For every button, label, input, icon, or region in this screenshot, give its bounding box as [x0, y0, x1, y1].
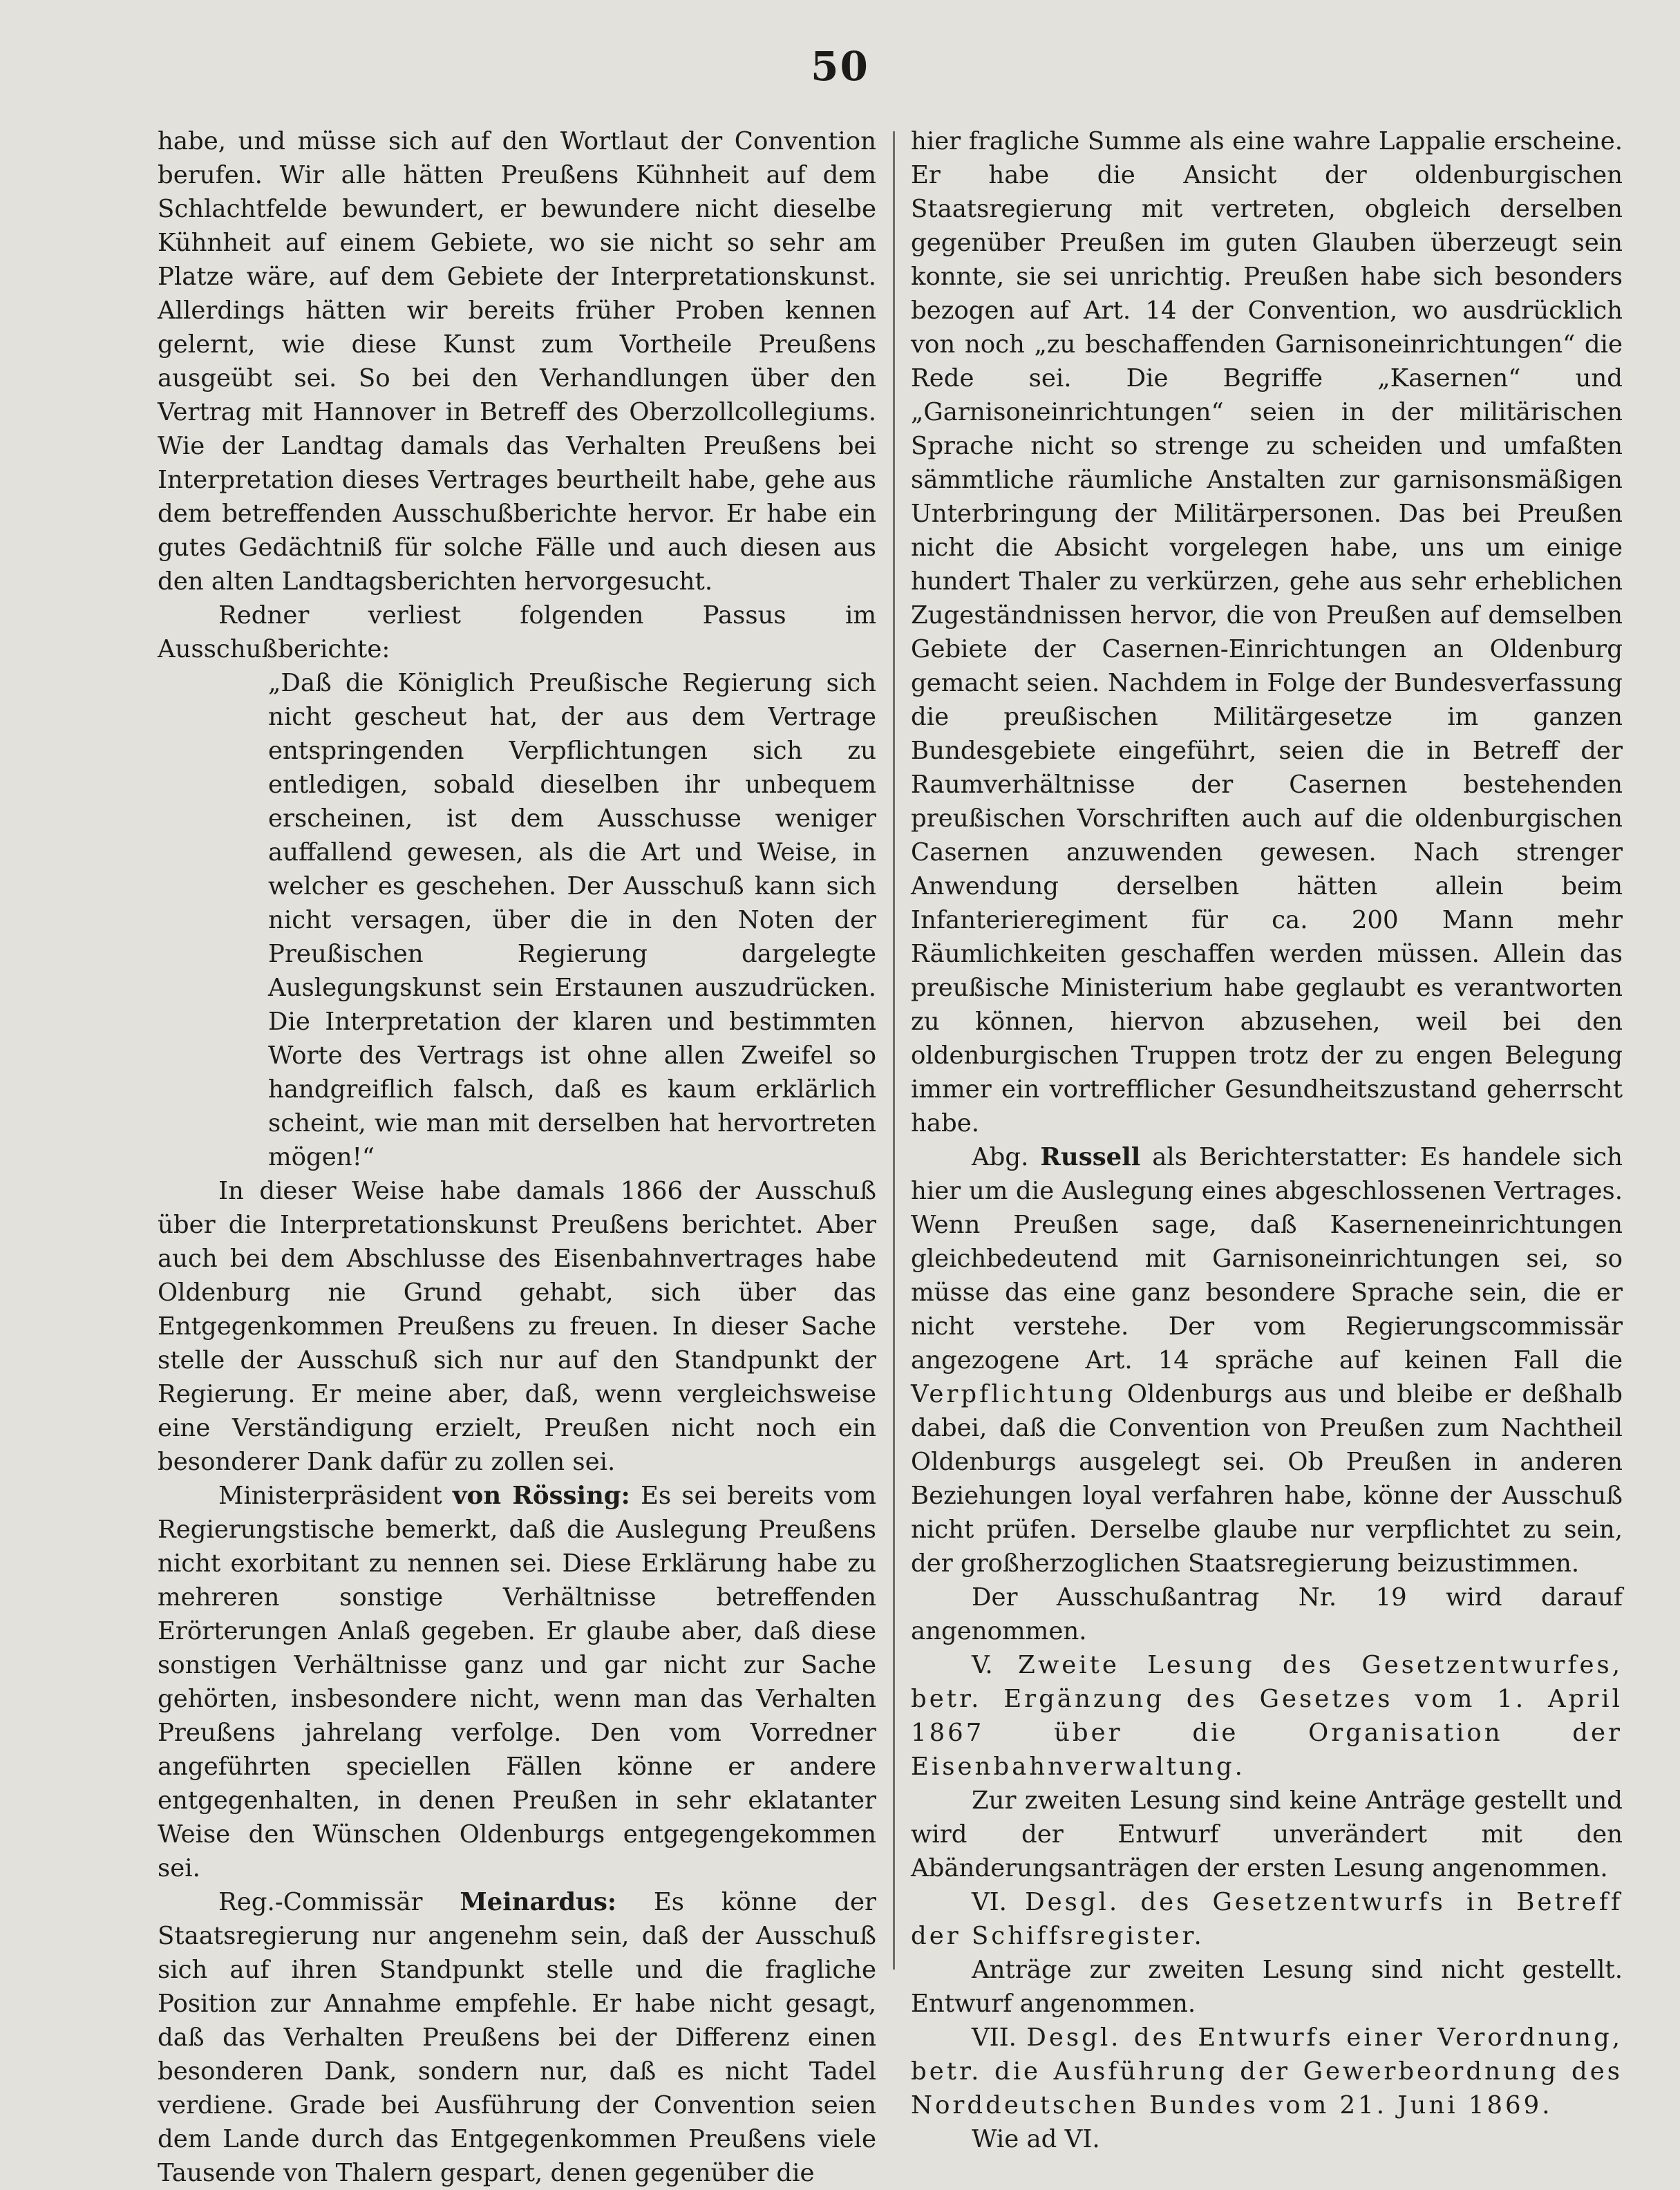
agenda-item	[911, 1648, 1623, 1784]
quoted-report-passage: „Daß die Königlich Preußische Regierung sich nicht gescheut hat, der aus dem Vertrage entspringenden Verpflichtungen sich zu entledigen, sobald dieselben ihr unbequem erscheinen, ist dem Ausschusse weniger auffallend gewesen, als die Art und Weise, in welcher es geschehen. Der Ausschuß kann sich nicht versagen, über die in den Noten der Preußischen Regierung dargelegte Auslegungskunst sein Erstaunen auszudrücken. Die Interpretation der klaren und bestimmten Worte des Vertrags ist ohne allen Zweifel so handgreiflich falsch, daß es kaum erklärlich scheint, wie man mit derselben hat hervortreten mögen!“	[268, 669, 876, 1171]
paragraph: In dieser Weise habe damals 1866 der Ausschuß über die Interpretationskunst Preußens berichtet. Aber auch bei dem Abschlusse des Eisenbahnvertrages habe Oldenburg nie Grund gehabt, sich über das Entgegenkommen Preußens zu freuen. In dieser Sache stelle der Ausschuß sich nur auf den Standpunkt der Regierung. Er meine aber, daß, wenn vergleichsweise eine Verständigung erzielt, Preußen nicht noch ein besonderer Dank dafür zu zollen sei.	[158, 1177, 876, 1476]
agenda-number: VI.	[972, 1888, 1007, 1916]
page-number: 50	[811, 43, 869, 90]
column-divider	[893, 131, 895, 1970]
speech-text: Es sei bereits vom Regierungstische bemerkt, daß die Auslegung Preußens nicht exorbitant zu nennen sei. Diese Erklärung habe zu mehreren sonstige Verhältnisse betreffenden Erörterungen Anlaß gegeben. Er glaube aber, daß diese sonstigen Verhältnisse ganz und gar nicht zur Sache gehörten, insbesondere nicht, wenn man das Verhalten Preußens jahrelang verfolge. Den vom Vorredner angeführten speciellen Fällen könne er andere entgegenhalten, in denen Preußen in sehr eklatanter Weise den Wünschen Oldenburgs entgegengekommen sei.	[158, 1482, 876, 1882]
agenda-item	[911, 2021, 1623, 2122]
agenda-item	[911, 1885, 1623, 1953]
speech-text: Oldenburgs aus und bleibe er deßhalb dabei, daß die Convention von Preußen zum Nachtheil Oldenburgs ausgelegt sei. Ob Preußen in anderen Beziehungen loyal verfahren habe, könne der Ausschuß nicht prüfen. Derselbe glaube nur verpflichtet zu sein, der großherzoglichen Staatsregierung beizustimmen.	[911, 1380, 1623, 1578]
agenda-title: Zweite Lesung des Gesetzentwurfes, betr. Ergänzung des Gesetzes vom 1. April 1867 über die Organisation der Eisenbahnverwaltung.	[911, 1651, 1623, 1781]
speaker-role: Reg.-Commissär	[218, 1888, 423, 1916]
paragraph: Redner verliest folgenden Passus im Ausschußberichte:	[158, 601, 876, 663]
emphasized-word: Verpflichtung	[911, 1380, 1116, 1408]
speech-paragraph	[158, 1479, 876, 1885]
left-column	[158, 124, 876, 2187]
speech-paragraph	[158, 1885, 876, 2190]
paragraph: Der Ausschußantrag Nr. 19 wird darauf angenommen.	[911, 1583, 1623, 1645]
paragraph: Wie ad VI.	[972, 2125, 1100, 2153]
speaker-name: von Rössing:	[452, 1482, 630, 1510]
speaker-function: als Berichterstatter:	[1152, 1143, 1408, 1171]
paragraph: Anträge zur zweiten Lesung sind nicht gestellt. Entwurf angenommen.	[911, 1956, 1623, 2018]
speaker-role: Ministerpräsident	[218, 1482, 442, 1510]
speaker-name: Russell	[1040, 1143, 1141, 1171]
paragraph: habe, und müsse sich auf den Wortlaut der Convention berufen. Wir alle hätten Preußens Kühnheit auf dem Schlachtfelde bewundert, er bewundere nicht dieselbe Kühnheit auf einem Gebiete, wo sie nicht so sehr am Platze wäre, auf dem Gebiete der Interpretationskunst. Allerdings hätten wir bereits früher Proben kennen gelernt, wie diese Kunst zum Vortheile Preußens ausgeübt sei. So bei den Verhandlungen über den Vertrag mit Hannover in Betreff des Oberzollcollegiums. Wie der Landtag damals das Verhalten Preußens bei Interpretation dieses Vertrages beurtheilt habe, gehe aus dem betreffenden Ausschußberichte hervor. Er habe ein gutes Gedächtniß für solche Fälle und auch diesen aus den alten Landtagsberichten hervorgesucht.	[158, 127, 876, 596]
speaker-role: Abg.	[972, 1143, 1029, 1171]
speech-text: Es handele sich hier um die Auslegung eines abgeschlossenen Vertrages. Wenn Preußen sage, daß Kaserneneinrichtungen gleichbedeutend mit Garnisoneinrichtungen sei, so müsse das eine ganz besondere Sprache sein, die er nicht verstehe. Der vom Regierungscommissär angezogene Art. 14 spräche auf keinen Fall die	[911, 1143, 1623, 1375]
agenda-number: V.	[972, 1651, 993, 1679]
speech-paragraph	[911, 1140, 1623, 1580]
paragraph: hier fragliche Summe als eine wahre Lappalie erscheine. Er habe die Ansicht der oldenburgischen Staatsregierung mit vertreten, obgleich derselben gegenüber Preußen im guten Glauben überzeugt sein konnte, sie sei unrichtig. Preußen habe sich besonders bezogen auf Art. 14 der Convention, wo ausdrücklich von noch „zu beschaffenden Garnisoneinrichtungen“ die Rede sei. Die Begriffe „Kasernen“ und „Garnisoneinrichtungen“ seien in der militärischen Sprache nicht so strenge zu scheiden und umfaßten sämmtliche räumliche Anstalten zur garnisonsmäßigen Unterbringung der Militärpersonen. Das bei Preußen nicht die Absicht vorgelegen habe, uns um einige hundert Thaler zu verkürzen, gehe aus sehr erheblichen Zugeständnissen hervor, die von Preußen auf demselben Gebiete der Casernen-Einrichtungen an Oldenburg gemacht seien. Nachdem in Folge der Bundesverfassung die preußischen Militärgesetze im ganzen Bundesgebiete eingeführt, seien die in Betreff der Raumverhältnisse der Casernen bestehenden preußischen Vorschriften auch auf die oldenburgischen Casernen anzuwenden gewesen. Nach strenger Anwendung derselben hätten allein beim Infanterieregiment für ca. 200 Mann mehr Räumlichkeiten geschaffen werden müssen. Allein das preußische Ministerium habe geglaubt es verantworten zu können, hiervon abzusehen, weil bei den oldenburgischen Truppen trotz der zu engen Belegung immer ein vortrefflicher Gesundheitszustand geherrscht habe.	[911, 127, 1623, 1138]
right-column	[911, 124, 1623, 2153]
speech-text: Es könne der Staatsregierung nur angenehm sein, daß der Ausschuß sich auf ihren Standpunkt stelle und die fragliche Position zur Annahme empfehle. Er habe nicht gesagt, daß das Verhalten Preußens bei der Differenz einen besonderen Dank, sondern nur, daß es nicht Tadel verdiene. Grade bei Ausführung der Convention seien dem Lande durch das Entgegenkommen Preußens viele Tausende von Thalern gespart, denen gegenüber die	[158, 1888, 876, 2187]
agenda-number: VII.	[972, 2023, 1017, 2052]
speaker-name: Meinardus:	[460, 1888, 616, 1916]
agenda-title: Desgl. des Entwurfs einer Verordnung, betr. die Ausführung der Gewerbeordnung des Norddeutschen Bundes vom 21. Juni 1869.	[911, 2023, 1623, 2120]
agenda-title: Desgl. des Gesetzentwurfs in Betreff der Schiffsregister.	[911, 1888, 1623, 1950]
paragraph: Zur zweiten Lesung sind keine Anträge gestellt und wird der Entwurf unverändert mit den Abänderungsanträgen der ersten Lesung angenommen.	[911, 1786, 1623, 1882]
